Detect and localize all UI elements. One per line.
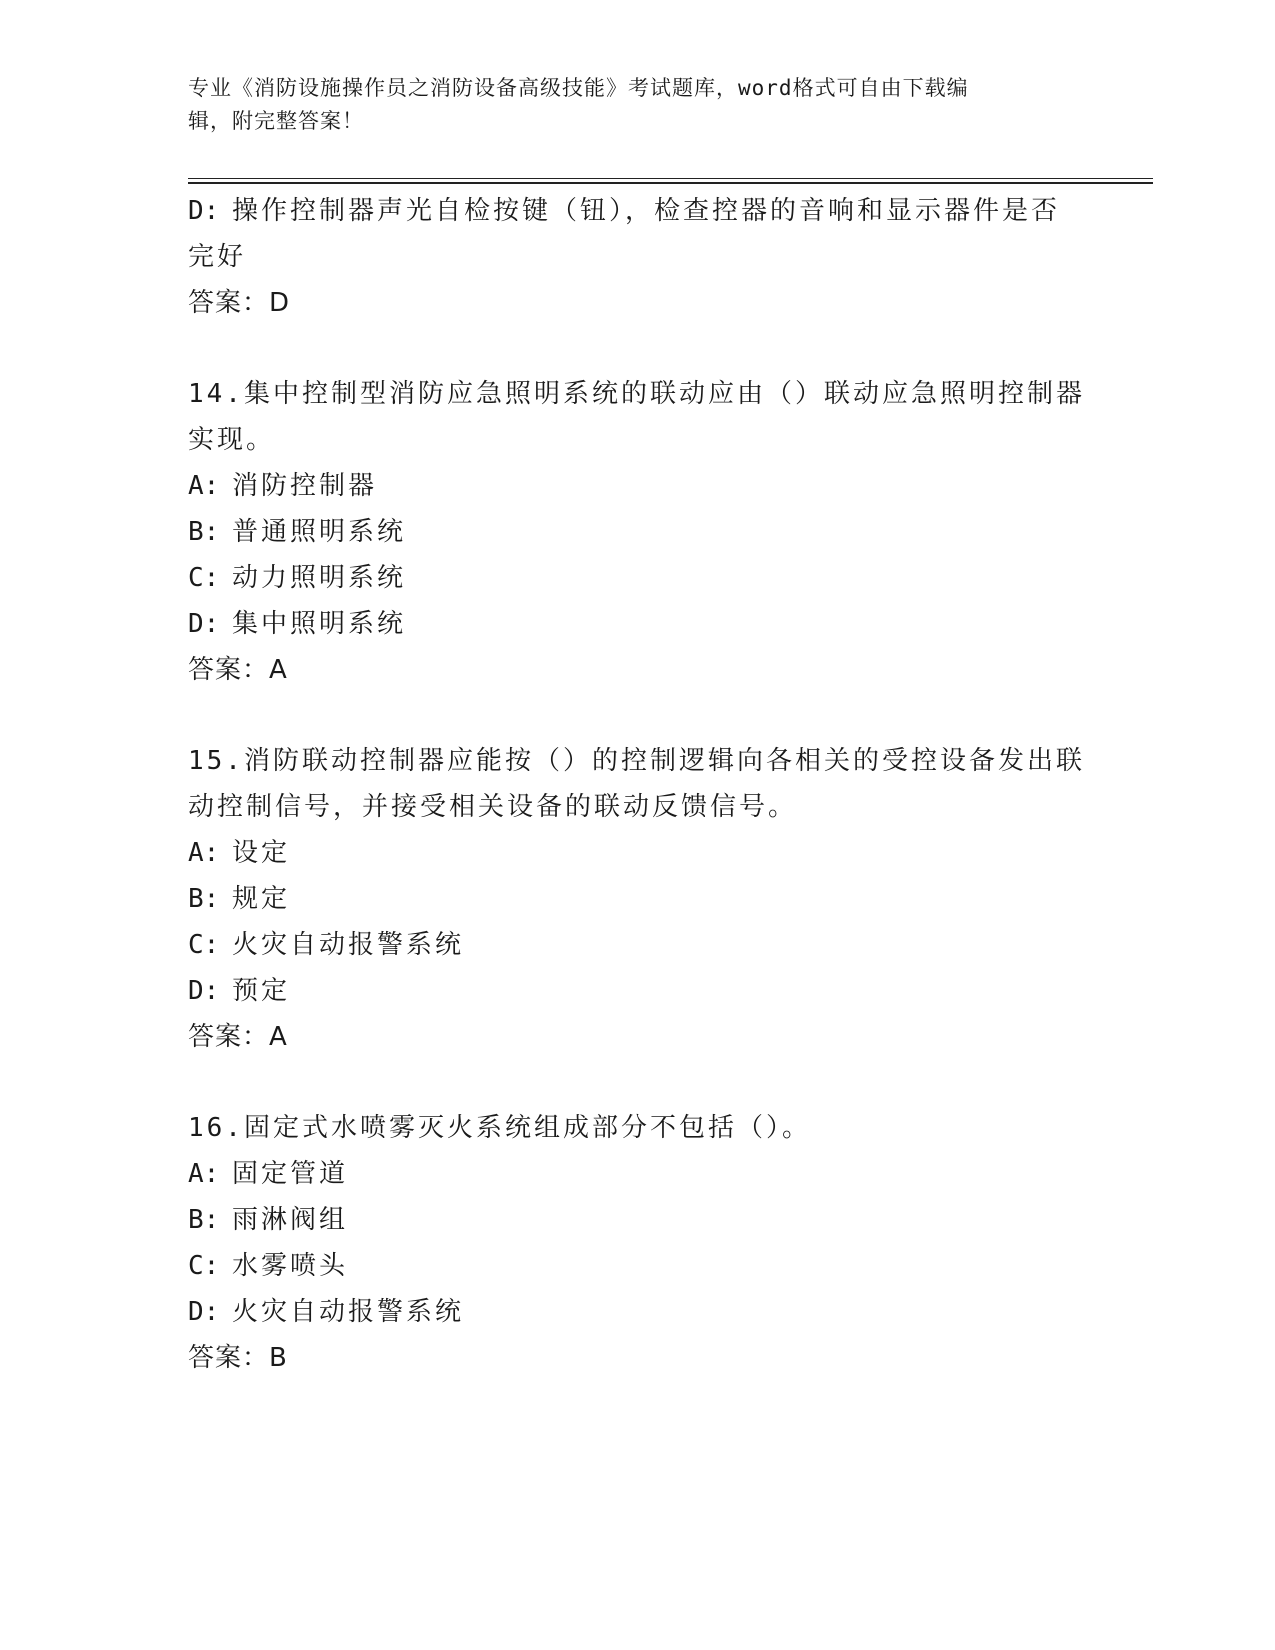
option-text: 消防控制器 [232,471,378,501]
option-a [188,830,1088,876]
option-text: 预定 [232,976,291,1006]
option-text: 动力照明系统 [232,563,407,593]
answer-line: 答案：A [188,1022,288,1052]
document-header-note [188,72,1078,138]
answer-line: 答案：D [188,288,291,318]
option-letter: C: [188,563,220,593]
answer-line: 答案：B [188,1343,288,1373]
option-c [188,1243,1088,1289]
option-letter: C: [188,930,220,960]
option-text: 火灾自动报警系统 [232,1297,465,1327]
header-note-line-2: 辑，附完整答案！ [188,109,364,133]
option-d-continuation: 完好 [188,242,247,272]
option-letter: B: [188,517,220,547]
answer-line: 答案：A [188,655,288,685]
question-stem-continuation: 动控制信号，并接受相关设备的联动反馈信号。 [188,792,798,822]
option-a [188,1151,1088,1197]
option-d [188,188,1088,234]
option-c [188,922,1088,968]
option-text: 固定管道 [232,1159,349,1189]
option-letter: D: [188,976,220,1006]
option-d [188,968,1088,1014]
question-stem: 14.集中控制型消防应急照明系统的联动应由（）联动应急照明控制器 [188,379,1085,409]
option-b [188,876,1088,922]
option-text: 普通照明系统 [232,517,407,547]
option-text: 设定 [232,838,291,868]
option-c [188,555,1088,601]
question-stem: 16.固定式水喷雾灭火系统组成部分不包括（）。 [188,1113,811,1143]
option-text: 雨淋阀组 [232,1205,349,1235]
option-text: 操作控制器声光自检按键（钮），检查控器的音响和显示器件是否 [232,196,1061,226]
option-letter: A: [188,838,220,868]
continued-question-block [188,188,1088,326]
option-text: 火灾自动报警系统 [232,930,465,960]
question-content [188,188,1088,1381]
header-note-line-1: 专业《消防设施操作员之消防设备高级技能》考试题库，word格式可自由下载编 [188,76,969,100]
question-16 [188,1105,1088,1381]
option-letter: D: [188,1297,220,1327]
question-15 [188,738,1088,1060]
option-letter: B: [188,1205,220,1235]
option-text: 水雾喷头 [232,1251,349,1281]
option-d [188,1289,1088,1335]
option-letter: C: [188,1251,220,1281]
option-letter: A: [188,471,220,501]
option-letter: D: [188,609,220,639]
option-d [188,601,1088,647]
header-divider-thin [188,178,1153,179]
question-stem-continuation: 实现。 [188,425,276,455]
option-b [188,1197,1088,1243]
question-14 [188,371,1088,693]
option-text: 规定 [232,884,291,914]
option-letter: D: [188,196,220,226]
header-divider-thick [188,182,1153,184]
question-stem: 15.消防联动控制器应能按（）的控制逻辑向各相关的受控设备发出联 [188,746,1085,776]
option-letter: A: [188,1159,220,1189]
option-letter: B: [188,884,220,914]
option-text: 集中照明系统 [232,609,407,639]
option-a [188,463,1088,509]
option-b [188,509,1088,555]
